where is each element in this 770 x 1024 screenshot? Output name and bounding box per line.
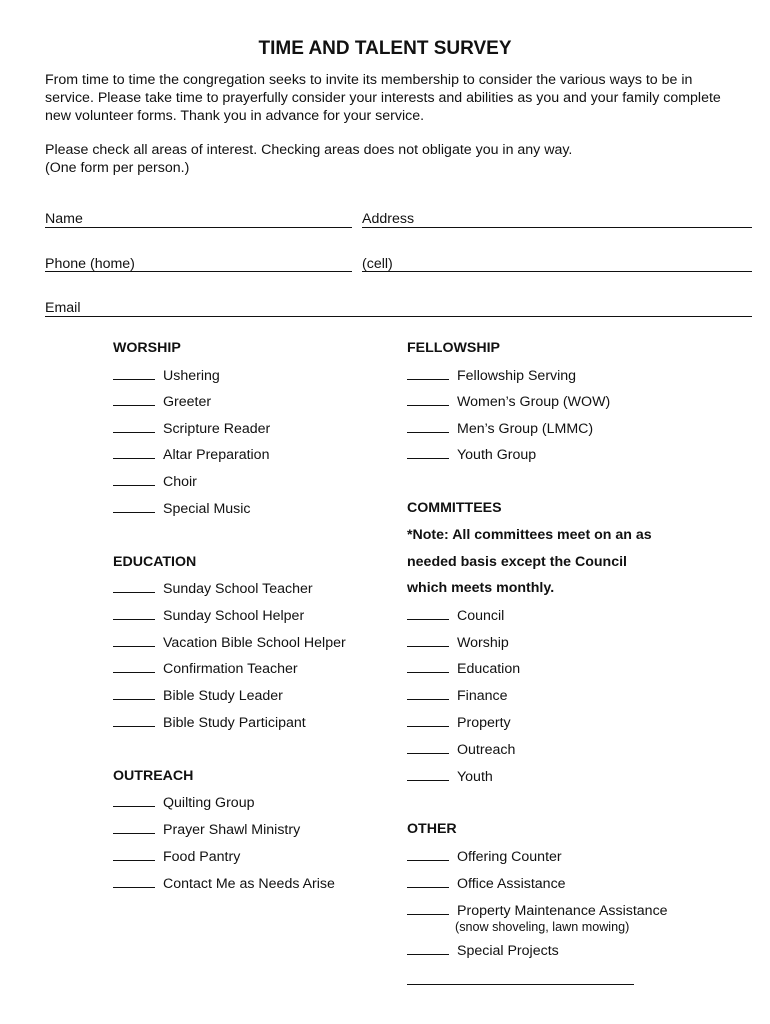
instructions-line-2: (One form per person.) — [45, 160, 190, 176]
cell-field[interactable] — [362, 271, 752, 272]
fellowship-item: Youth Group — [407, 446, 536, 463]
checkbox-blank[interactable] — [407, 902, 449, 915]
address-field[interactable] — [362, 227, 752, 228]
address-label: Address — [362, 211, 415, 227]
checkbox-blank[interactable] — [113, 821, 155, 834]
checkbox-blank[interactable] — [113, 660, 155, 673]
checkbox-blank[interactable] — [407, 660, 449, 673]
checkbox-blank[interactable] — [407, 607, 449, 620]
outreach-item: Food Pantry — [113, 848, 240, 865]
other-write-in-field[interactable] — [407, 984, 634, 985]
checkbox-blank[interactable] — [407, 714, 449, 727]
other-heading: OTHER — [407, 821, 457, 837]
worship-item: Altar Preparation — [113, 446, 269, 463]
checkbox-blank[interactable] — [113, 580, 155, 593]
checkbox-blank[interactable] — [113, 687, 155, 700]
email-label: Email — [45, 300, 81, 316]
fellowship-heading: FELLOWSHIP — [407, 340, 501, 356]
maintenance-note: (snow shoveling, lawn mowing) — [455, 920, 630, 934]
checkbox-blank[interactable] — [113, 446, 155, 459]
committees-note-line-1: *Note: All committees meet on an as — [407, 527, 652, 543]
checkbox-blank[interactable] — [113, 473, 155, 486]
other-item: Property Maintenance Assistance — [407, 902, 668, 919]
page-title: TIME AND TALENT SURVEY — [258, 38, 512, 59]
cell-label: (cell) — [362, 256, 393, 272]
checkbox-blank[interactable] — [113, 714, 155, 727]
committees-heading: COMMITTEES — [407, 500, 502, 516]
checkbox-blank[interactable] — [407, 634, 449, 647]
worship-item: Greeter — [113, 393, 211, 410]
education-item: Bible Study Leader — [113, 687, 283, 704]
other-item: Offering Counter — [407, 848, 562, 865]
worship-item: Scripture Reader — [113, 420, 270, 437]
education-item: Vacation Bible School Helper — [113, 634, 346, 651]
checkbox-blank[interactable] — [113, 500, 155, 513]
checkbox-blank[interactable] — [407, 420, 449, 433]
checkbox-blank[interactable] — [407, 367, 449, 380]
checkbox-blank[interactable] — [113, 367, 155, 380]
checkbox-blank[interactable] — [113, 607, 155, 620]
intro-paragraph: From time to time the congregation seeks to invite its membership to consider the various ways to be in service. Please take time to prayerfully consider your interests and abilities as you and your family complete new volunteer forms. Thank you in advance for your service. — [45, 72, 721, 124]
checkbox-blank[interactable] — [407, 942, 449, 955]
email-field[interactable] — [45, 316, 752, 317]
worship-heading: WORSHIP — [113, 340, 181, 356]
worship-item: Ushering — [113, 367, 220, 384]
outreach-item: Prayer Shawl Ministry — [113, 821, 300, 838]
name-label: Name — [45, 211, 83, 227]
education-item: Sunday School Helper — [113, 607, 304, 624]
committee-item: Council — [407, 607, 504, 624]
outreach-item: Contact Me as Needs Arise — [113, 875, 335, 892]
worship-item: Special Music — [113, 500, 251, 517]
checkbox-blank[interactable] — [407, 393, 449, 406]
other-item-special-projects: Special Projects — [407, 942, 559, 959]
education-heading: EDUCATION — [113, 554, 197, 570]
committee-item: Worship — [407, 634, 509, 651]
education-item: Bible Study Participant — [113, 714, 306, 731]
committees-note-line-2: needed basis except the Council — [407, 554, 627, 570]
instructions-line-1: Please check all areas of interest. Checking areas does not obligate you in any way. — [45, 142, 573, 158]
checkbox-blank[interactable] — [113, 848, 155, 861]
checkbox-blank[interactable] — [407, 446, 449, 459]
phone-home-field[interactable] — [45, 271, 352, 272]
checkbox-blank[interactable] — [113, 420, 155, 433]
committees-note-line-3: which meets monthly. — [407, 580, 555, 596]
checkbox-blank[interactable] — [113, 393, 155, 406]
checkbox-blank[interactable] — [113, 875, 155, 888]
name-field[interactable] — [45, 227, 352, 228]
fellowship-item: Women’s Group (WOW) — [407, 393, 610, 410]
checkbox-blank[interactable] — [407, 687, 449, 700]
worship-item: Choir — [113, 473, 197, 490]
committee-item: Outreach — [407, 741, 515, 758]
committee-item: Finance — [407, 687, 507, 704]
education-item: Sunday School Teacher — [113, 580, 313, 597]
phone-home-label: Phone (home) — [45, 256, 135, 272]
checkbox-blank[interactable] — [113, 794, 155, 807]
outreach-item: Quilting Group — [113, 794, 254, 811]
checkbox-blank[interactable] — [113, 634, 155, 647]
education-item: Confirmation Teacher — [113, 660, 298, 677]
committee-item: Youth — [407, 768, 493, 785]
checkbox-blank[interactable] — [407, 848, 449, 861]
fellowship-item: Men’s Group (LMMC) — [407, 420, 593, 437]
checkbox-blank[interactable] — [407, 741, 449, 754]
checkbox-blank[interactable] — [407, 875, 449, 888]
outreach-heading: OUTREACH — [113, 768, 194, 784]
fellowship-item: Fellowship Serving — [407, 367, 576, 384]
committee-item: Property — [407, 714, 511, 731]
checkbox-blank[interactable] — [407, 768, 449, 781]
committee-item: Education — [407, 660, 520, 677]
other-item: Office Assistance — [407, 875, 566, 892]
